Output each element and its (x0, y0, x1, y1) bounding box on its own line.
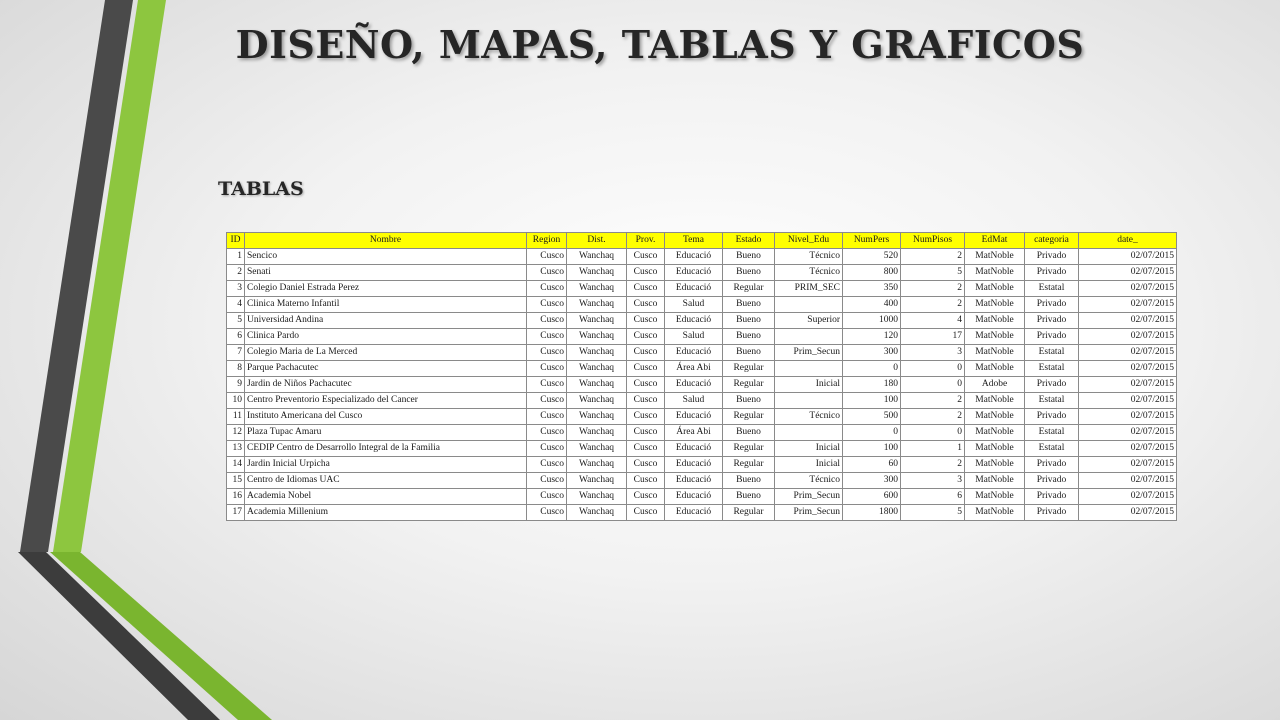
table-cell: Wanchaq (567, 409, 627, 425)
column-header: Dist. (567, 233, 627, 249)
table-cell: 6 (227, 329, 245, 345)
table-cell: MatNoble (965, 505, 1025, 521)
table-cell: 0 (901, 377, 965, 393)
table-cell: 10 (227, 393, 245, 409)
table-cell: 400 (843, 297, 901, 313)
table-cell: Cusco (527, 473, 567, 489)
table-cell: Regular (723, 505, 775, 521)
table-cell: CEDIP Centro de Desarrollo Integral de la Familia (245, 441, 527, 457)
table-cell: Regular (723, 377, 775, 393)
table-cell: Cusco (527, 489, 567, 505)
table-cell: Cusco (627, 281, 665, 297)
table-cell: Cusco (627, 409, 665, 425)
table-cell: Educació (665, 489, 723, 505)
dark-stripe (20, 0, 133, 552)
table-cell: Cusco (527, 505, 567, 521)
table-cell: Senati (245, 265, 527, 281)
table-cell: Centro de Idiomas UAC (245, 473, 527, 489)
table-cell: Educació (665, 457, 723, 473)
table-cell: Técnico (775, 249, 843, 265)
table-cell: 2 (901, 281, 965, 297)
table-cell: MatNoble (965, 297, 1025, 313)
table-cell: Privado (1025, 297, 1079, 313)
table-cell: Bueno (723, 249, 775, 265)
table-cell: Bueno (723, 313, 775, 329)
table-cell: 0 (901, 361, 965, 377)
table-cell: Cusco (627, 473, 665, 489)
dark-stripe-lower (18, 552, 220, 720)
table-cell: Privado (1025, 377, 1079, 393)
table-cell: 520 (843, 249, 901, 265)
table-cell: 12 (227, 425, 245, 441)
table-row (227, 377, 1177, 393)
table-cell: Cusco (627, 297, 665, 313)
column-header: Nivel_Edu (775, 233, 843, 249)
table-cell: 17 (227, 505, 245, 521)
table-cell: Academia Millenium (245, 505, 527, 521)
table-cell: Inicial (775, 457, 843, 473)
table-cell: 5 (227, 313, 245, 329)
table-cell: Clinica Materno Infantil (245, 297, 527, 313)
table-cell: Estatal (1025, 361, 1079, 377)
table-cell: Estatal (1025, 393, 1079, 409)
table-cell: Universidad Andina (245, 313, 527, 329)
section-subtitle: TABLAS (218, 178, 304, 200)
table-cell: Inicial (775, 377, 843, 393)
table-cell: Wanchaq (567, 377, 627, 393)
table-cell: Wanchaq (567, 425, 627, 441)
table-cell: 1 (901, 441, 965, 457)
table-cell: MatNoble (965, 281, 1025, 297)
table-cell: 2 (901, 393, 965, 409)
table-cell: Privado (1025, 313, 1079, 329)
table-header-row (227, 233, 1177, 249)
table-cell: Privado (1025, 265, 1079, 281)
table-cell: 0 (901, 425, 965, 441)
table-cell: Wanchaq (567, 281, 627, 297)
table-cell: Educació (665, 249, 723, 265)
table-cell: Cusco (627, 505, 665, 521)
table-cell: Cusco (527, 361, 567, 377)
table-cell: Cusco (527, 393, 567, 409)
table-cell: Educació (665, 409, 723, 425)
table-cell (775, 329, 843, 345)
table-cell: Inicial (775, 441, 843, 457)
table-cell: Cusco (627, 361, 665, 377)
table-cell: 02/07/2015 (1079, 441, 1177, 457)
table-cell: Cusco (627, 265, 665, 281)
table-cell: Wanchaq (567, 361, 627, 377)
table-cell: Cusco (627, 441, 665, 457)
table-cell: Wanchaq (567, 329, 627, 345)
table-cell: MatNoble (965, 313, 1025, 329)
table-row (227, 505, 1177, 521)
table-cell: 1 (227, 249, 245, 265)
table-cell: MatNoble (965, 265, 1025, 281)
table-cell: Estatal (1025, 345, 1079, 361)
table-cell: 2 (227, 265, 245, 281)
table-cell: Wanchaq (567, 345, 627, 361)
table-cell: Privado (1025, 505, 1079, 521)
table-cell: 02/07/2015 (1079, 489, 1177, 505)
table-cell: MatNoble (965, 361, 1025, 377)
table-cell: MatNoble (965, 393, 1025, 409)
table-cell: Educació (665, 345, 723, 361)
table-cell: Academia Nobel (245, 489, 527, 505)
table-cell: Cusco (527, 345, 567, 361)
table-cell: Privado (1025, 473, 1079, 489)
table-cell: Bueno (723, 473, 775, 489)
column-header: NumPisos (901, 233, 965, 249)
table-cell: MatNoble (965, 489, 1025, 505)
table-cell: Técnico (775, 473, 843, 489)
table-cell: Cusco (627, 393, 665, 409)
table-cell: Regular (723, 409, 775, 425)
table-cell: Técnico (775, 409, 843, 425)
table-cell: Cusco (527, 313, 567, 329)
table-cell: Wanchaq (567, 441, 627, 457)
table-row (227, 361, 1177, 377)
table-cell: 02/07/2015 (1079, 377, 1177, 393)
slide-title: DISEÑO, MAPAS, TABLAS Y GRAFICOS (235, 22, 1085, 67)
table-cell: Regular (723, 457, 775, 473)
table-row (227, 393, 1177, 409)
table-cell: Bueno (723, 489, 775, 505)
table-cell: 120 (843, 329, 901, 345)
table-cell: Parque Pachacutec (245, 361, 527, 377)
table-cell: 300 (843, 473, 901, 489)
table-cell: Cusco (527, 409, 567, 425)
table-cell: 3 (901, 473, 965, 489)
table-cell: 9 (227, 377, 245, 393)
table-row (227, 345, 1177, 361)
table-cell: Cusco (627, 377, 665, 393)
table-cell: Educació (665, 265, 723, 281)
table-row (227, 457, 1177, 473)
table-cell: 6 (901, 489, 965, 505)
table-cell: Bueno (723, 329, 775, 345)
table-cell: Cusco (527, 329, 567, 345)
table-cell: 02/07/2015 (1079, 361, 1177, 377)
table-cell: 5 (901, 265, 965, 281)
table-body (227, 249, 1177, 521)
table-cell: Área Abi (665, 361, 723, 377)
table-cell (775, 361, 843, 377)
table-cell: 60 (843, 457, 901, 473)
table-cell: Wanchaq (567, 393, 627, 409)
table-cell: 350 (843, 281, 901, 297)
table-cell: Adobe (965, 377, 1025, 393)
column-header: EdMat (965, 233, 1025, 249)
table-cell: Cusco (527, 441, 567, 457)
table-cell: Colegio Daniel Estrada Perez (245, 281, 527, 297)
table-cell: Cusco (627, 425, 665, 441)
column-header: Tema (665, 233, 723, 249)
table-cell: Wanchaq (567, 249, 627, 265)
table-cell: Prim_Secun (775, 345, 843, 361)
table-cell: MatNoble (965, 473, 1025, 489)
table-cell: 02/07/2015 (1079, 473, 1177, 489)
table-cell: MatNoble (965, 425, 1025, 441)
green-stripe (53, 0, 166, 552)
table-cell: Área Abi (665, 425, 723, 441)
table-cell: 2 (901, 297, 965, 313)
column-header: date_ (1079, 233, 1177, 249)
table-cell: Wanchaq (567, 489, 627, 505)
table-cell: MatNoble (965, 457, 1025, 473)
table-cell: Clinica Pardo (245, 329, 527, 345)
table-row (227, 313, 1177, 329)
table-cell: Bueno (723, 393, 775, 409)
table-cell: PRIM_SEC (775, 281, 843, 297)
table-cell: Regular (723, 281, 775, 297)
table-cell: Estatal (1025, 441, 1079, 457)
table-cell: 02/07/2015 (1079, 409, 1177, 425)
table-cell: 11 (227, 409, 245, 425)
table-row (227, 281, 1177, 297)
table-cell: Cusco (527, 425, 567, 441)
table-cell: 2 (901, 457, 965, 473)
table-cell: Educació (665, 281, 723, 297)
table-cell: 02/07/2015 (1079, 505, 1177, 521)
table-cell: 300 (843, 345, 901, 361)
table-cell: Plaza Tupac Amaru (245, 425, 527, 441)
table-cell: Cusco (527, 377, 567, 393)
column-header: categoria (1025, 233, 1079, 249)
table-cell: 100 (843, 393, 901, 409)
table-cell: Salud (665, 329, 723, 345)
table-cell: 7 (227, 345, 245, 361)
table-cell: 02/07/2015 (1079, 281, 1177, 297)
table-cell: Cusco (627, 457, 665, 473)
table-cell: Wanchaq (567, 505, 627, 521)
table-cell: 2 (901, 249, 965, 265)
table-cell: Bueno (723, 425, 775, 441)
table-cell: Cusco (527, 281, 567, 297)
table-cell: Salud (665, 393, 723, 409)
table-cell: Cusco (527, 265, 567, 281)
table-cell: Educació (665, 313, 723, 329)
table-cell: 02/07/2015 (1079, 345, 1177, 361)
table-cell: Jardin de Niños Pachacutec (245, 377, 527, 393)
table-cell: Wanchaq (567, 473, 627, 489)
table-cell: 2 (901, 409, 965, 425)
table-cell: Cusco (527, 297, 567, 313)
table-cell: Educació (665, 377, 723, 393)
table-cell: Wanchaq (567, 297, 627, 313)
table-cell: Prim_Secun (775, 505, 843, 521)
table-cell: 17 (901, 329, 965, 345)
table-cell: 02/07/2015 (1079, 329, 1177, 345)
table-cell: 15 (227, 473, 245, 489)
table-cell: Educació (665, 505, 723, 521)
table-cell: Wanchaq (567, 457, 627, 473)
table-cell: 180 (843, 377, 901, 393)
column-header: NumPers (843, 233, 901, 249)
table-cell: Salud (665, 297, 723, 313)
table-cell: MatNoble (965, 441, 1025, 457)
table-cell: Bueno (723, 265, 775, 281)
table-row (227, 329, 1177, 345)
table-cell: 4 (227, 297, 245, 313)
table-cell: Privado (1025, 489, 1079, 505)
table-cell: Jardin Inicial Urpicha (245, 457, 527, 473)
table-row (227, 473, 1177, 489)
table-cell: 8 (227, 361, 245, 377)
table-cell: Cusco (627, 345, 665, 361)
table-cell: 02/07/2015 (1079, 249, 1177, 265)
column-header: Prov. (627, 233, 665, 249)
table-cell: 0 (843, 425, 901, 441)
table-row (227, 297, 1177, 313)
table-row (227, 489, 1177, 505)
table-cell: Centro Preventorio Especializado del Cancer (245, 393, 527, 409)
table-cell: Instituto Americana del Cusco (245, 409, 527, 425)
table-row (227, 425, 1177, 441)
table-cell: 3 (227, 281, 245, 297)
table-row (227, 265, 1177, 281)
table-cell: Privado (1025, 457, 1079, 473)
table-cell: 02/07/2015 (1079, 313, 1177, 329)
table-row (227, 441, 1177, 457)
table-cell: Privado (1025, 409, 1079, 425)
table-cell: Educació (665, 473, 723, 489)
table-cell: Cusco (527, 457, 567, 473)
table-cell: Cusco (627, 249, 665, 265)
table-cell: Sencico (245, 249, 527, 265)
data-table-container (226, 232, 1177, 521)
table-cell: 02/07/2015 (1079, 457, 1177, 473)
table-cell: 5 (901, 505, 965, 521)
column-header: Region (527, 233, 567, 249)
table-cell (775, 393, 843, 409)
table-cell: 16 (227, 489, 245, 505)
table-cell (775, 425, 843, 441)
column-header: Estado (723, 233, 775, 249)
table-cell: 500 (843, 409, 901, 425)
green-stripe-lower (50, 552, 272, 720)
table-cell: 02/07/2015 (1079, 393, 1177, 409)
table-cell: Regular (723, 361, 775, 377)
table-cell: Regular (723, 441, 775, 457)
table-cell: Superior (775, 313, 843, 329)
column-header: Nombre (245, 233, 527, 249)
table-cell: 02/07/2015 (1079, 297, 1177, 313)
table-cell: Privado (1025, 329, 1079, 345)
table-cell: Prim_Secun (775, 489, 843, 505)
table-row (227, 249, 1177, 265)
data-table (226, 232, 1177, 521)
table-cell: MatNoble (965, 329, 1025, 345)
table-cell: Cusco (627, 329, 665, 345)
table-cell: Educació (665, 441, 723, 457)
table-cell: 13 (227, 441, 245, 457)
table-cell: 800 (843, 265, 901, 281)
table-cell: 02/07/2015 (1079, 265, 1177, 281)
table-cell: 3 (901, 345, 965, 361)
table-cell: 1800 (843, 505, 901, 521)
table-cell: MatNoble (965, 249, 1025, 265)
table-cell: Cusco (627, 313, 665, 329)
table-cell: 100 (843, 441, 901, 457)
table-cell: Colegio Maria de La Merced (245, 345, 527, 361)
table-cell: Wanchaq (567, 265, 627, 281)
table-cell: 14 (227, 457, 245, 473)
table-row (227, 409, 1177, 425)
table-cell: 02/07/2015 (1079, 425, 1177, 441)
column-header: ID (227, 233, 245, 249)
table-cell: 600 (843, 489, 901, 505)
table-cell: MatNoble (965, 345, 1025, 361)
table-cell: MatNoble (965, 409, 1025, 425)
table-cell: Cusco (527, 249, 567, 265)
table-cell: Bueno (723, 297, 775, 313)
table-cell: Cusco (627, 489, 665, 505)
table-cell (775, 297, 843, 313)
table-cell: Privado (1025, 249, 1079, 265)
table-cell: 1000 (843, 313, 901, 329)
table-cell: Bueno (723, 345, 775, 361)
table-cell: Estatal (1025, 281, 1079, 297)
table-cell: 4 (901, 313, 965, 329)
table-cell: Wanchaq (567, 313, 627, 329)
table-cell: 0 (843, 361, 901, 377)
table-cell: Técnico (775, 265, 843, 281)
table-cell: Estatal (1025, 425, 1079, 441)
